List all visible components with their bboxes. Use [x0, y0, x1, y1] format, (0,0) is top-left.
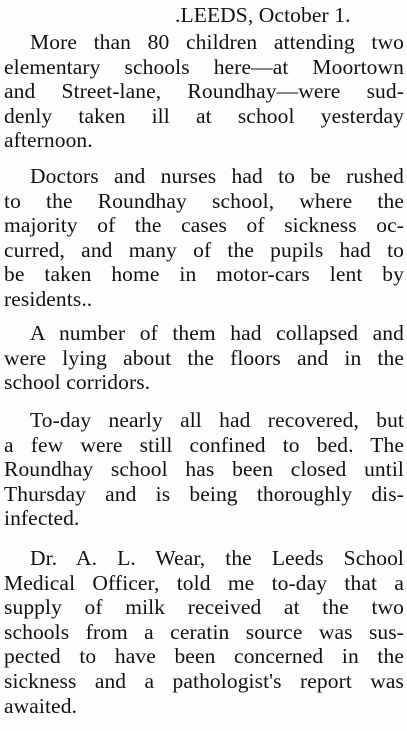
paragraph-5 [4, 546, 404, 718]
paragraph-line: denly taken ill at school yesterday [4, 103, 404, 128]
paragraph-line: elementary schools here—at Moortown [4, 54, 404, 79]
paragraph-line: a few were still confined to bed. The [4, 432, 404, 457]
paragraph-line: majority of the cases of sickness oc- [4, 213, 404, 238]
paragraph-line: and Street-lane, Roundhay—were sud- [4, 79, 404, 104]
paragraph-line: school corridors. [4, 370, 151, 395]
paragraph-line: awaited. [4, 693, 78, 718]
paragraph-line: to the Roundhay school, where the [4, 188, 404, 213]
paragraph-3 [4, 321, 404, 395]
paragraph-line: pected to have been concerned in the [4, 644, 404, 669]
paragraph-line: infected. [4, 506, 80, 531]
paragraph-line: afternoon. [4, 128, 93, 153]
paragraph-2 [4, 164, 404, 312]
paragraph-line: A number of them had collapsed and [30, 321, 404, 345]
paragraph-line: Medical Officer, told me to-day that a [4, 570, 404, 595]
dateline: .LEEDS, October 1. [175, 3, 351, 27]
paragraph-line: schools from a ceratin source was sus- [4, 619, 404, 644]
paragraph-line: be taken home in motor-cars lent by [4, 262, 404, 287]
paragraph-line: Thursday and is being thoroughly dis- [4, 481, 404, 506]
paragraph-line: sickness and a pathologist's report was [4, 668, 404, 693]
paragraph-line: supply of milk received at the two [4, 595, 404, 620]
paragraph-line: Dr. A. L. Wear, the Leeds School [30, 546, 404, 570]
paragraph-line: Roundhay school has been closed until [4, 457, 404, 482]
paragraph-1 [4, 30, 404, 153]
paragraph-line: were lying about the floors and in the [4, 345, 404, 370]
paragraph-line: Doctors and nurses had to be rushed [30, 164, 404, 188]
paragraph-line: To-day nearly all had recovered, but [30, 408, 404, 432]
paragraph-line: curred, and many of the pupils had to [4, 237, 404, 262]
paragraph-line: More than 80 children attending two [30, 30, 404, 54]
paragraph-line: residents.. [4, 286, 93, 311]
paragraph-4 [4, 408, 404, 531]
